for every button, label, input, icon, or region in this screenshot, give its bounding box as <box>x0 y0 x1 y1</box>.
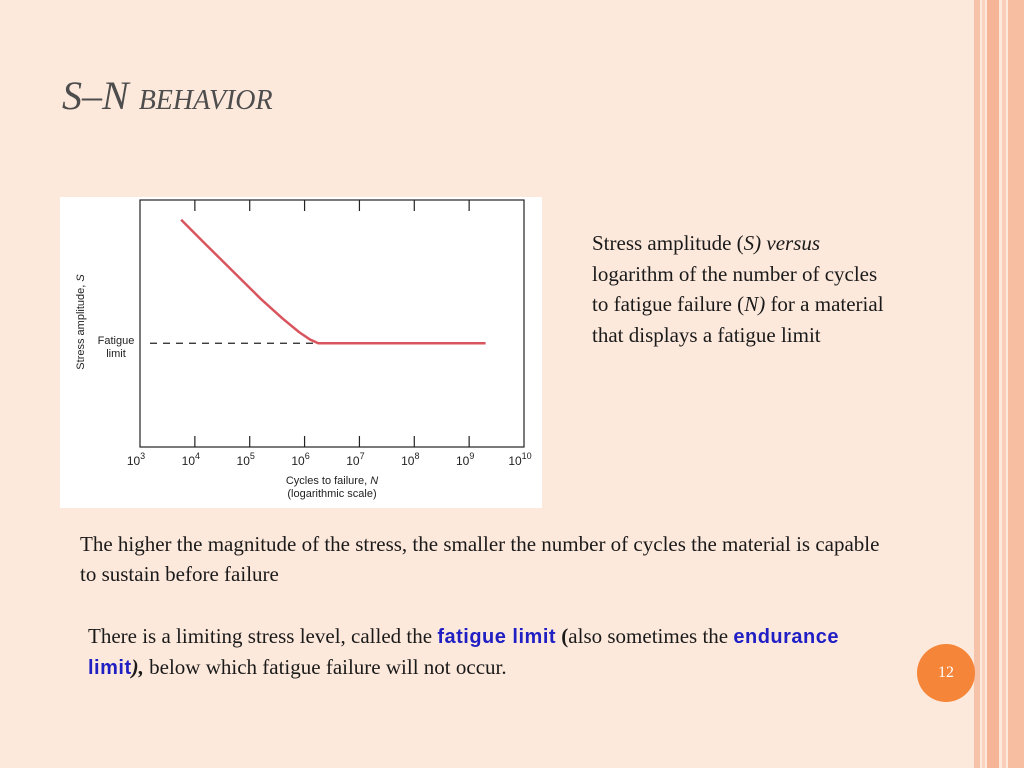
sn-curve-chart <box>60 197 542 508</box>
x-tick-label: $10^{10}$ <box>508 451 532 468</box>
x-axis-label: Cycles to failure, N <box>285 475 379 487</box>
endurance-limit-term: endurance limit <box>88 626 840 679</box>
x-tick-label: $10^9$ <box>455 451 475 468</box>
y-axis-label: Stress amplitude, S <box>75 274 87 370</box>
figure-caption: Stress amplitude (S) versus logarithm of the number of cycles to fatigue failure (N) for a material that displays a fatigue limit <box>592 231 884 347</box>
fatigue-limit-paragraph: There is a limiting stress level, called the fatigue limit (also sometimes the endurance limit), below which fatigue failure will not occur. <box>88 624 840 679</box>
caption-s: S) <box>743 231 762 255</box>
caption-n: N) <box>744 292 766 316</box>
sn-curve-line <box>181 220 485 344</box>
fatigue-label-line2: limit <box>106 348 126 360</box>
x-tick-label: $10^8$ <box>401 451 420 468</box>
caption-versus: versus <box>766 231 821 255</box>
title-symbol: S–N <box>62 73 129 118</box>
x-tick-label: $10^4$ <box>181 451 201 468</box>
x-tick-label: $10^3$ <box>126 451 146 468</box>
page-number-badge: 12 <box>917 644 975 702</box>
x-axis-sublabel: (logarithmic scale) <box>287 488 377 500</box>
stress-cycles-paragraph: The higher the magnitude of the stress, the smaller the number of cycles the material is capable to sustain before failure <box>80 532 880 586</box>
fatigue-limit-term: fatigue limit <box>437 626 557 648</box>
x-tick-label: $10^7$ <box>346 451 365 468</box>
slide-title <box>62 72 273 119</box>
title-word: behavior <box>138 73 273 118</box>
fatigue-label-line1: Fatigue <box>97 335 135 347</box>
decorative-edge-stripes <box>974 0 1024 768</box>
sn-curve-figure <box>60 197 542 508</box>
x-tick-label: $10^5$ <box>236 451 255 468</box>
x-tick-label: $10^6$ <box>291 451 310 468</box>
